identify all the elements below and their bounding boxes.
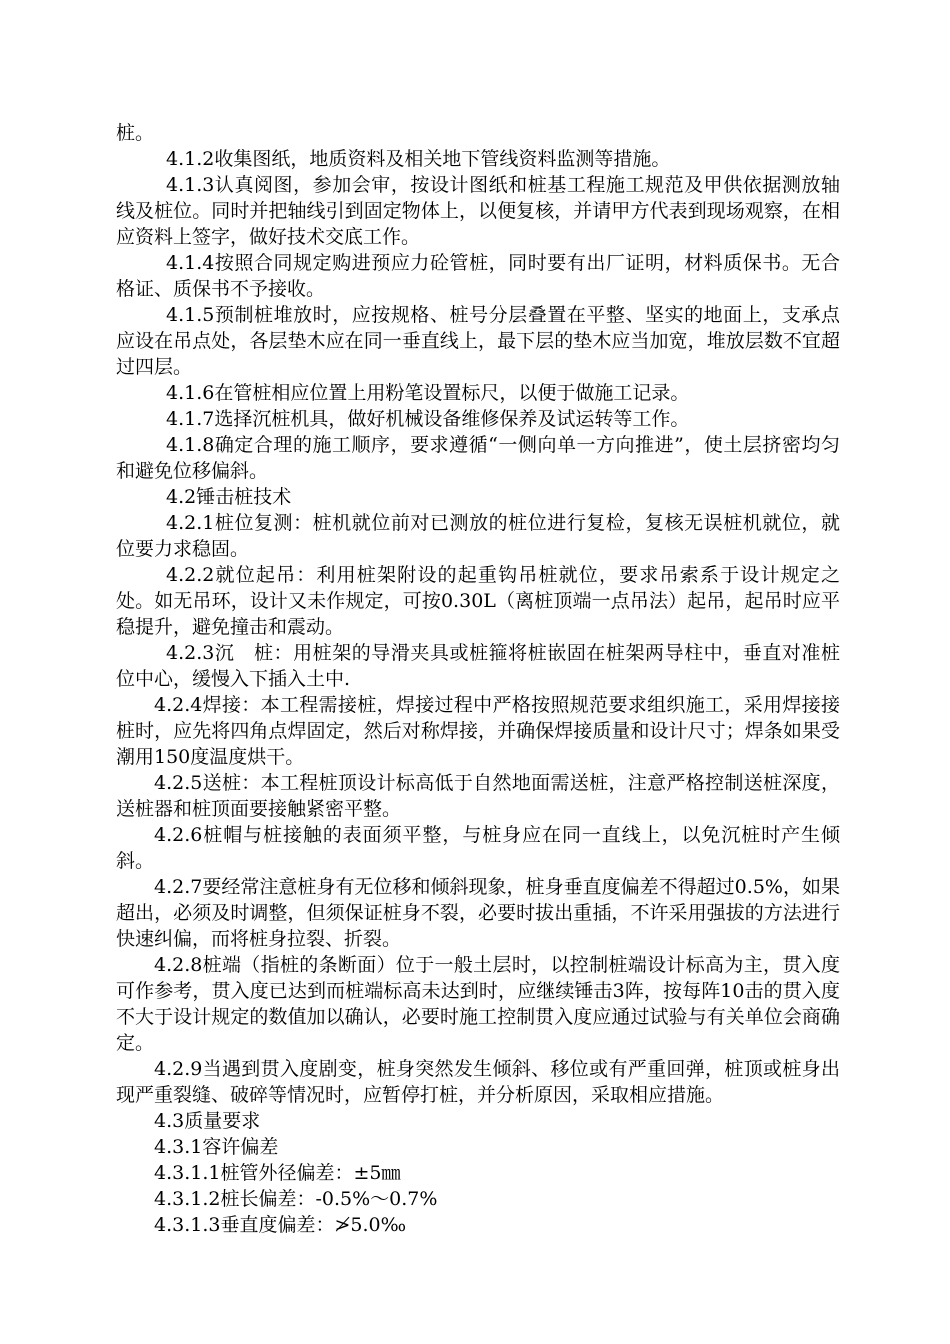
paragraph-4-2-2: 4.2.2就位起吊：利用桩架附设的起重钩吊桩就位，要求吊索系于设计规定之处。如无吊环，设计又未作规定，可按0.30L（离桩顶端一点吊法）起吊，起吊时应平稳提升，避免撞击和震动。 bbox=[116, 564, 840, 638]
paragraph-4-2-4: 4.2.4焊接：本工程需接桩，焊接过程中严格按照规范要求组织施工，采用焊接接桩时，应先将四角点焊固定，然后对称焊接，并确保焊接质量和设计尺寸；焊条如果受潮用150度温度烘干。 bbox=[116, 694, 840, 768]
paragraph-4-1-7: 4.1.7选择沉桩机具，做好机械设备维修保养及试运转等工作。 bbox=[166, 408, 690, 430]
paragraph-4-1-6: 4.1.6在管桩相应位置上用粉笔设置标尺，以便于做施工记录。 bbox=[166, 382, 690, 404]
item-4-3-1-3: 4.3.1.3垂直度偏差：≯5.0‰ bbox=[154, 1214, 407, 1236]
paragraph-4-2-9: 4.2.9当遇到贯入度剧变，桩身突然发生倾斜、移位或有严重回弹，桩顶或桩身出现严重裂缝、破碎等情况时，应暂停打桩，并分析原因，采取相应措施。 bbox=[116, 1058, 840, 1106]
paragraph-4-1-4: 4.1.4按照合同规定购进预应力砼管桩，同时要有出厂证明，材料质保书。无合格证、质保书不予接收。 bbox=[116, 252, 840, 300]
paragraph-4-1-8: 4.1.8确定合理的施工顺序，要求遵循“一侧向单一方向推进”，使土层挤密均匀和避免位移偏斜。 bbox=[116, 434, 840, 482]
paragraph-continuation: 桩。 bbox=[116, 122, 155, 144]
paragraph-4-2-3: 4.2.3沉 桩：用桩架的导滑夹具或桩箍将桩嵌固在桩架两导柱中，垂直对准桩位中心，缓慢入下插入土中. bbox=[116, 642, 840, 690]
subsection-heading-4-3-1: 4.3.1容许偏差 bbox=[154, 1136, 279, 1158]
paragraph-4-2-5: 4.2.5送桩：本工程桩顶设计标高低于自然地面需送桩，注意严格控制送桩深度，送桩器和桩顶面要接触紧密平整。 bbox=[116, 772, 840, 820]
item-4-3-1-2: 4.3.1.2桩长偏差：-0.5%～0.7% bbox=[154, 1188, 438, 1210]
document-body bbox=[116, 120, 840, 1238]
paragraph-4-2-1: 4.2.1桩位复测：桩机就位前对已测放的桩位进行复检，复核无误桩机就位，就位要力求稳固。 bbox=[116, 512, 840, 560]
paragraph-4-1-3: 4.1.3认真阅图，参加会审，按设计图纸和桩基工程施工规范及甲供依据测放轴线及桩位。同时并把轴线引到固定物体上，以便复核，并请甲方代表到现场观察，在相应资料上签字，做好技术交底工作。 bbox=[116, 174, 840, 248]
paragraph-4-1-2: 4.1.2收集图纸，地质资料及相关地下管线资料监测等措施。 bbox=[166, 148, 671, 170]
paragraph-4-2-8: 4.2.8桩端（指桩的条断面）位于一般土层时，以控制桩端设计标高为主，贯入度可作参考，贯入度已达到而桩端标高未达到时，应继续锤击3阵，按每阵10击的贯入度不大于设计规定的数值加以确认，必要时施工控制贯入度应通过试验与有关单位会商确定。 bbox=[116, 954, 840, 1054]
section-heading-4-3: 4.3质量要求 bbox=[154, 1110, 261, 1132]
section-heading-4-2: 4.2锤击桩技术 bbox=[166, 486, 292, 508]
paragraph-4-2-6: 4.2.6桩帽与桩接触的表面须平整，与桩身应在同一直线上，以免沉桩时产生倾斜。 bbox=[116, 824, 840, 872]
item-4-3-1-1: 4.3.1.1桩管外径偏差：±5㎜ bbox=[154, 1162, 401, 1184]
paragraph-4-2-7: 4.2.7要经常注意桩身有无位移和倾斜现象，桩身垂直度偏差不得超过0.5%，如果超出，必须及时调整，但须保证桩身不裂，必要时拔出重插，不许采用强拔的方法进行快速纠偏，而将桩身拉裂、折裂。 bbox=[116, 876, 840, 950]
paragraph-4-1-5: 4.1.5预制桩堆放时，应按规格、桩号分层叠置在平整、坚实的地面上，支承点应设在吊点处，各层垫木应在同一垂直线上，最下层的垫木应当加宽，堆放层数不宜超过四层。 bbox=[116, 304, 840, 378]
